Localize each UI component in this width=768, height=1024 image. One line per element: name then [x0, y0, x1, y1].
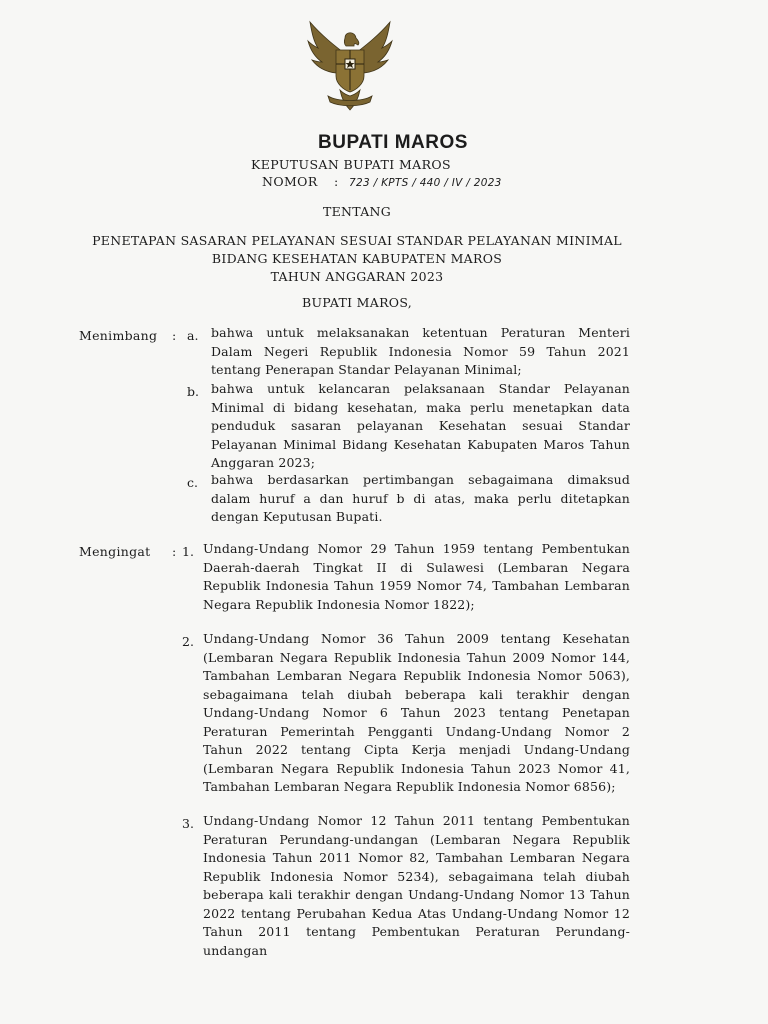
mengingat-label: Mengingat	[79, 544, 151, 559]
mengingat-marker-1: 1.	[182, 544, 194, 559]
menimbang-colon: :	[172, 328, 177, 343]
menimbang-item-a: bahwa untuk melaksanakan ketentuan Peraturan Menteri Dalam Negeri Republik Indonesia Nomor 59 Tahun 2021 tentang Penerapan Standar Pelayanan Minimal;	[211, 325, 630, 377]
issuer-heading: BUPATI MAROS	[318, 132, 468, 153]
menimbang-item-b: bahwa untuk kelancaran pelaksanaan Standar Pelayanan Minimal di bidang kesehatan, maka perlu menetapkan data penduduk sasaran pelayanan Kesehatan sesuai Standar Pelayanan Minimal Bidang Kesehatan Kabupaten Maros Tahun Anggaran 2023;	[211, 381, 630, 470]
issuer-name: BUPATI MAROS,	[301, 295, 413, 310]
menimbang-marker-a: a.	[187, 328, 199, 343]
mengingat-marker-3: 3.	[182, 816, 194, 831]
subject-line: TAHUN ANGGARAN 2023	[270, 269, 444, 284]
tentang-heading: TENTANG	[322, 204, 392, 219]
mengingat-marker-2: 2.	[182, 634, 194, 649]
mengingat-colon: :	[172, 544, 177, 559]
menimbang-marker-c: c.	[187, 475, 198, 490]
menimbang-marker-b: b.	[187, 384, 199, 399]
garuda-emblem-icon	[300, 16, 400, 116]
menimbang-item-c: bahwa berdasarkan pertimbangan sebagaimana dimaksud dalam huruf a dan huruf b di atas, maka perlu ditetapkan dengan Keputusan Bupati.	[211, 472, 630, 524]
mengingat-item-1: Undang-Undang Nomor 29 Tahun 1959 tentang Pembentukan Daerah-daerah Tingkat II di Sulawesi (Lembaran Negara Republik Indonesia Tahun 1959 Nomor 74, Tambahan Lembaran Negara Republik Indonesia Nomor 1822);	[203, 541, 630, 612]
subject-line: PENETAPAN SASARAN PELAYANAN SESUAI STANDAR PELAYANAN MINIMAL	[92, 233, 622, 248]
nomor-handwritten-value: 723 / KPTS / 440 / IV / 2023	[349, 177, 502, 189]
decree-subject	[0, 232, 714, 286]
mengingat-item-2: Undang-Undang Nomor 36 Tahun 2009 tentang Kesehatan (Lembaran Negara Republik Indonesia Tahun 2009 Nomor 144, Tambahan Lembaran Negara Republik Indonesia Nomor 5063), sebagaimana telah diubah beberapa kali terakhir dengan Undang-Undang Nomor 6 Tahun 2023 tentang Penetapan Peraturan Pemerintah Pengganti Undang-Undang Nomor 2 Tahun 2022 tentang Cipta Kerja menjadi Undang-Undang (Lembaran Negara Republik Indonesia Tahun 2023 Nomor 41, Tambahan Lembaran Negara Republik Indonesia Nomor 6856);	[203, 631, 630, 794]
nomor-label: NOMOR	[262, 174, 318, 189]
decree-number-row	[262, 174, 502, 189]
menimbang-label: Menimbang	[79, 328, 158, 343]
decree-label: KEPUTUSAN BUPATI MAROS	[251, 157, 451, 172]
subject-line: BIDANG KESEHATAN KABUPATEN MAROS	[211, 251, 503, 266]
nomor-colon: :	[334, 174, 339, 189]
mengingat-item-3: Undang-Undang Nomor 12 Tahun 2011 tentang Pembentukan Peraturan Perundang-undangan (Lembaran Negara Republik Indonesia Tahun 2011 Nomor 82, Tambahan Lembaran Negara Republik Indonesia Nomor 5234), sebagaimana telah diubah beberapa kali terakhir dengan Undang-Undang Nomor 13 Tahun 2022 tentang Perubahan Kedua Atas Undang-Undang Nomor 12 Tahun 2011 tentang Pembentukan Peraturan Perundang-undangan	[203, 813, 630, 958]
